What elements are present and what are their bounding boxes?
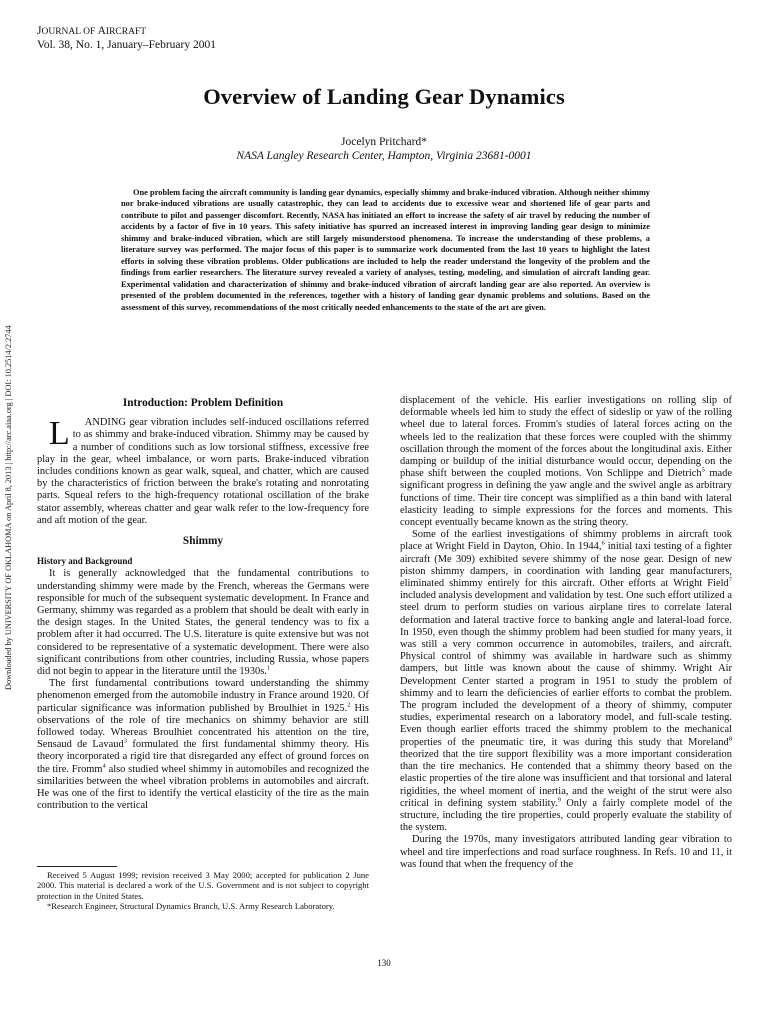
right-column bbox=[400, 395, 732, 871]
body-paragraph: The first fundamental contributions toward understanding the shimmy phenomenon emerged from the automobile industry in France around 1920. Of particular significance was information published by Broulhiet in 1925.$^2$ His observations of the role of tire mechanics on shimmy behavior are still followed today. Whereas Broulhiet concentrated his attention on the tire, Sensaud de Lavaud$^3$ formulated the first fundamental shimmy theory. His theory incorporated a rigid tire that disregarded any effect of ground forces on the tire. Fromm$^4$ also studied wheel shimmy in automobiles and recognized the similarities between the wheel vibration problems in automobiles and aircraft. He was one of the first to identify the vertical elasticity of the tire as the main contribution to the vertical bbox=[37, 678, 369, 812]
body-paragraph: Some of the earliest investigations of shimmy problems in aircraft took place at Wright Field in Dayton, Ohio. In 1944,$^6$ initial taxi testing of a fighter aircraft (Me 309) exhibited severe shimmy of the nose gear. Design of new piston shimmy dampers, in coordination with landing gear manufacturers, eliminated shimmy entirely for this aircraft. Other efforts at Wright Field$^7$ included analysis development and validation by test. One such effort utilized a steel drum to perform studies on various airplane tires to correlate lateral deformation and lateral tractive force to banking angle and lateral-load force. In 1950, even though the shimmy problem had been studied for many years, it was still a very common occurrence in automobiles, trailers, and aircraft. Physical control of shimmy was available in hardware such as shimmy dampers, but little was known about the cause of shimmy. Wright Air Development Center started a program in 1951 to study the problem of shimmy and to learn the deficiencies of earlier efforts to combat the problem. The program included the development of a theory of shimmy, computer studies, experimental research on a laboratory model, and full-scale testing. Even though earlier efforts traced the shimmy problem to the mechanical properties of the pneumatic tire, it was during this study that Moreland$^8$ theorized that the tire support flexibility was a more important consideration than the tire mechanics. He contended that a shimmy theory based on the elastic properties of the tire alone was insufficient and that torsional and lateral rigidities, the wheel moment of inertia, and the weight of the strut were also critical in defining system stability.$^9$ Only a fairly complete model of the structure, including the tire properties, could properly evaluate the stability of the system. bbox=[400, 529, 732, 834]
left-column bbox=[37, 395, 369, 813]
journal-volume: Vol. 38, No. 1, January–February 2001 bbox=[37, 39, 216, 51]
journal-header bbox=[37, 25, 216, 52]
intro-paragraph: L ANDING gear vibration includes self-induced oscillations referred to as shimmy and brake-induced vibration. Shimmy may be caused by a number of conditions such as low torsional stiffness, excessive free play in the gear, wheel imbalance, or worn parts. Brake-induced vibration includes conditions known as gear walk, squeal, and chatter, which are caused by the characteristics of friction between the brake's rotating and nonrotating parts. Squeal refers to the high-frequency rotational oscillation of the brake stator assembly, whereas chatter and gear walk refer to the low-frequency fore and aft motion of the gear. bbox=[37, 415, 369, 526]
body-paragraph: During the 1970s, many investigators attributed landing gear vibration to wheel and tire imperfections and road surface roughness. In Refs. 10 and 11, it was found that when the frequency of the bbox=[400, 834, 732, 870]
body-paragraph: displacement of the vehicle. His earlier investigations on rolling slip of deformable wheels led him to study the effect of sideslip or yaw of the rolling wheel due to lateral forces. Fromm's studies of lateral forces acting on the wheels led to the realization that these forces were coupled with the shimmy oscillation through the moment of the forces about the longitudinal axis. Either damping or buildup of the initial disturbance would occur, depending on the phase shift between the coupled motions. Von Schlippe and Dietrich$^5$ made significant progress in defining the yaw angle and the swivel angle as arbitrary functions of time. Their tire concept was simplified as a thin band with lateral elasticity leading to simple expressions for the forces and moments. This concept eventually became known as the string theory. bbox=[400, 395, 732, 529]
download-sidebar-note: Downloaded by UNIVERSITY OF OKLAHOMA on April 8, 2013 | http://arc.aiaa.org | DOI: 10.2514/2.2744 bbox=[4, 325, 13, 690]
paper-title: Overview of Landing Gear Dynamics bbox=[203, 84, 565, 109]
citation-ref[interactable]: 7 bbox=[728, 576, 732, 584]
citation-ref[interactable]: 9 bbox=[557, 796, 561, 804]
page-number: 130 bbox=[377, 958, 391, 968]
intro-heading: Introduction: Problem Definition bbox=[122, 397, 284, 409]
shimmy-heading: Shimmy bbox=[182, 535, 224, 548]
author-name: Jocelyn Pritchard* bbox=[341, 136, 427, 148]
citation-ref[interactable]: 6 bbox=[601, 539, 605, 547]
body-paragraph: It is generally acknowledged that the fundamental contributions to understanding shimmy were made by the French, whereas the Germans were responsible for much of the subsequent systematic development. In France and Germany, shimmy was regarded as a problem that should be dealt with early in the design stages. In the United States, the general tendency was to fix a problem after it had occurred. The U.S. literature is quite extensive but was not considered to be representative of a systematic development. There were also significant contributions from other countries, including Russia, whose papers did not begin to appear in the literature until the 1930s.$^1$ bbox=[37, 568, 369, 678]
citation-ref[interactable]: 1 bbox=[266, 664, 271, 672]
citation-ref[interactable]: 3 bbox=[123, 737, 127, 745]
footnotes bbox=[37, 870, 369, 911]
author-footnote: *Research Engineer, Structural Dynamics Branch, U.S. Army Research Laboratory. bbox=[47, 900, 335, 911]
citation-ref[interactable]: 5 bbox=[701, 466, 705, 474]
footnote-rule bbox=[37, 866, 117, 867]
citation-ref[interactable]: 2 bbox=[347, 701, 351, 709]
dropcap-letter: L bbox=[49, 415, 70, 453]
abstract: One problem facing the aircraft community is landing gear dynamics, especially shimmy and brake-induced vibration. Although neither shimmy nor brake-induced vibrations are usually catastrophic, they can lead to accidents due to excessive wear and shortened life of gear parts and contribute to pilot and passenger discomfort. Recently, NASA has initiated an effort to increase the safety of air travel by reducing the number of accidents by a factor of five in 10 years. This safety initiative has spurred an increased interest in improving landing gear design to minimize shimmy and brake-induced vibration, which are still largely misunderstood phenomena. To increase the understanding of these problems, a literature survey was performed. The major focus of this paper is to summarize work documented from the last 10 years to highlight the latest efforts in solving these vibration problems. Older publications are included to help the reader understand the longevity of the problem and the findings from earlier researchers. The literature survey revealed a variety of analyses, testing, modeling, and simulation of aircraft landing gear. Experimental validation and characterization of shimmy and brake-induced vibration of aircraft landing gear are also reported. An overview is presented of the problem documented in the references, together with a history of landing gear dynamic problems and solutions. Based on the assessment of this survey, recommendations of the most critically needed enhancements to the state of the art are given. bbox=[121, 188, 650, 312]
received-footnote: Received 5 August 1999; revision received 3 May 2000; accepted for publication 2 June 2000. This material is declared a work of the U.S. Government and is not subject to copyright protection in the United States. bbox=[37, 870, 369, 901]
citation-ref[interactable]: 4 bbox=[102, 762, 106, 770]
author-affiliation: NASA Langley Research Center, Hampton, Virginia 23681-0001 bbox=[236, 150, 532, 162]
history-subheading: History and Background bbox=[37, 556, 133, 567]
journal-name: JOURNAL OF AIRCRAFT bbox=[37, 25, 147, 37]
citation-ref[interactable]: 8 bbox=[728, 735, 732, 743]
